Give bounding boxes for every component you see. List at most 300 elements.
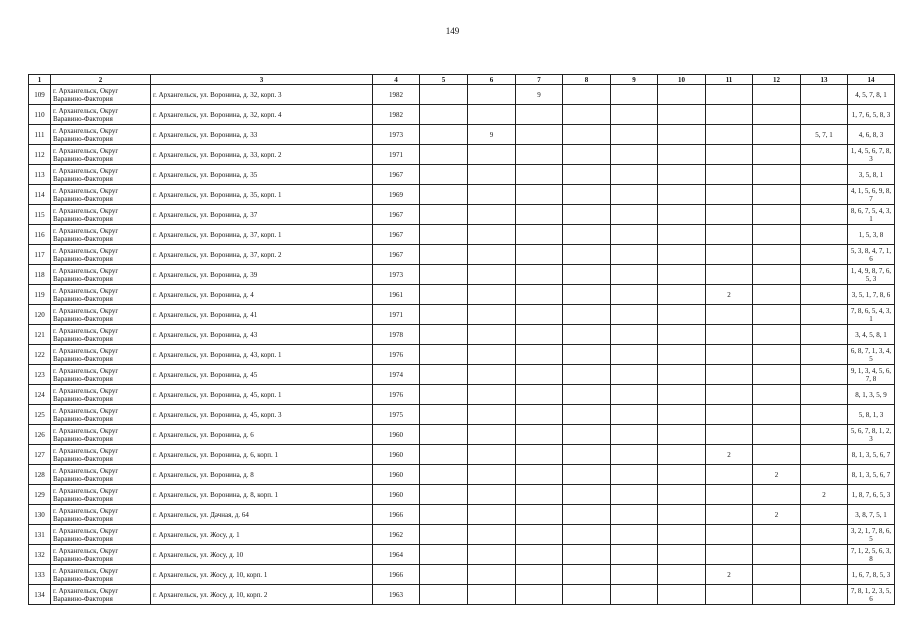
district-cell: г. Архангельск, Округ Варавино-Фактория — [51, 165, 151, 185]
col6-cell — [468, 345, 516, 365]
col10-cell — [658, 245, 706, 265]
table-row — [29, 165, 895, 185]
col9-cell — [611, 165, 658, 185]
col9-cell — [611, 425, 658, 445]
col14-cell: 4, 6, 8, 3 — [848, 125, 895, 145]
row-number: 132 — [29, 545, 51, 565]
col6-cell — [468, 365, 516, 385]
col6-cell — [468, 405, 516, 425]
year-cell: 1974 — [373, 365, 420, 385]
col8-cell — [563, 425, 611, 445]
district-cell: г. Архангельск, Округ Варавино-Фактория — [51, 545, 151, 565]
year-cell: 1978 — [373, 325, 420, 345]
col6-cell — [468, 525, 516, 545]
year-cell: 1973 — [373, 265, 420, 285]
column-header-3: 3 — [151, 75, 373, 85]
col5-cell — [420, 205, 468, 225]
col12-cell — [753, 405, 801, 425]
col8-cell — [563, 445, 611, 465]
header-row — [29, 75, 895, 85]
col13-cell — [801, 165, 848, 185]
col11-cell — [706, 125, 753, 145]
col6-cell — [468, 505, 516, 525]
col5-cell — [420, 565, 468, 585]
col5-cell — [420, 185, 468, 205]
year-cell: 1976 — [373, 385, 420, 405]
col11-cell — [706, 425, 753, 445]
col12-cell: 2 — [753, 465, 801, 485]
col8-cell — [563, 85, 611, 105]
col14-cell: 8, 1, 3, 5, 9 — [848, 385, 895, 405]
col14-cell: 8, 1, 3, 5, 6, 7 — [848, 445, 895, 465]
col8-cell — [563, 245, 611, 265]
col7-cell — [516, 285, 563, 305]
address-cell: г. Архангельск, ул. Воронина, д. 33 — [151, 125, 373, 145]
col10-cell — [658, 485, 706, 505]
col5-cell — [420, 445, 468, 465]
col6-cell — [468, 245, 516, 265]
address-cell: г. Архангельск, ул. Воронина, д. 6 — [151, 425, 373, 445]
address-cell: г. Архангельск, ул. Воронина, д. 32, корп. 3 — [151, 85, 373, 105]
address-cell: г. Архангельск, ул. Воронина, д. 41 — [151, 305, 373, 325]
col10-cell — [658, 325, 706, 345]
address-cell: г. Архангельск, ул. Воронина, д. 32, корп. 4 — [151, 105, 373, 125]
col13-cell — [801, 545, 848, 565]
col9-cell — [611, 465, 658, 485]
col11-cell — [706, 305, 753, 325]
column-header-12: 12 — [753, 75, 801, 85]
district-cell: г. Архангельск, Округ Варавино-Фактория — [51, 285, 151, 305]
col5-cell — [420, 125, 468, 145]
table-body — [29, 85, 895, 605]
col11-cell — [706, 345, 753, 365]
row-number: 127 — [29, 445, 51, 465]
col5-cell — [420, 465, 468, 485]
col10-cell — [658, 285, 706, 305]
col12-cell — [753, 145, 801, 165]
col6-cell — [468, 165, 516, 185]
col5-cell — [420, 385, 468, 405]
col11-cell — [706, 225, 753, 245]
col14-cell: 9, 1, 3, 4, 5, 6, 7, 8 — [848, 365, 895, 385]
row-number: 124 — [29, 385, 51, 405]
col8-cell — [563, 545, 611, 565]
col7-cell: 9 — [516, 85, 563, 105]
col9-cell — [611, 185, 658, 205]
col8-cell — [563, 485, 611, 505]
col6-cell — [468, 325, 516, 345]
col6-cell — [468, 145, 516, 165]
column-header-2: 2 — [51, 75, 151, 85]
address-cell: г. Архангельск, ул. Воронина, д. 45, корп. 1 — [151, 385, 373, 405]
col14-cell: 3, 5, 1, 7, 8, 6 — [848, 285, 895, 305]
col14-cell: 7, 1, 2, 5, 6, 3, 8 — [848, 545, 895, 565]
col12-cell — [753, 105, 801, 125]
address-cell: г. Архангельск, ул. Жосу, д. 10, корп. 1 — [151, 565, 373, 585]
col10-cell — [658, 205, 706, 225]
col14-cell: 8, 1, 3, 5, 6, 7 — [848, 465, 895, 485]
col12-cell — [753, 585, 801, 605]
col5-cell — [420, 105, 468, 125]
col5-cell — [420, 365, 468, 385]
year-cell: 1969 — [373, 185, 420, 205]
col9-cell — [611, 205, 658, 225]
year-cell: 1960 — [373, 445, 420, 465]
district-cell: г. Архангельск, Округ Варавино-Фактория — [51, 145, 151, 165]
col9-cell — [611, 125, 658, 145]
col12-cell: 2 — [753, 505, 801, 525]
address-cell: г. Архангельск, ул. Воронина, д. 45, корп. 3 — [151, 405, 373, 425]
col6-cell — [468, 285, 516, 305]
col13-cell — [801, 345, 848, 365]
col5-cell — [420, 165, 468, 185]
col13-cell — [801, 265, 848, 285]
col12-cell — [753, 485, 801, 505]
col10-cell — [658, 545, 706, 565]
col8-cell — [563, 345, 611, 365]
row-number: 115 — [29, 205, 51, 225]
col9-cell — [611, 565, 658, 585]
col11-cell — [706, 265, 753, 285]
col9-cell — [611, 145, 658, 165]
col11-cell — [706, 405, 753, 425]
col14-cell: 1, 6, 7, 8, 5, 3 — [848, 565, 895, 585]
col10-cell — [658, 565, 706, 585]
col13-cell — [801, 105, 848, 125]
col7-cell — [516, 385, 563, 405]
row-number: 130 — [29, 505, 51, 525]
col8-cell — [563, 205, 611, 225]
col10-cell — [658, 385, 706, 405]
col5-cell — [420, 405, 468, 425]
col8-cell — [563, 105, 611, 125]
col13-cell — [801, 85, 848, 105]
district-cell: г. Архангельск, Округ Варавино-Фактория — [51, 305, 151, 325]
col9-cell — [611, 365, 658, 385]
row-number: 133 — [29, 565, 51, 585]
col14-cell: 3, 5, 8, 1 — [848, 165, 895, 185]
col6-cell — [468, 185, 516, 205]
address-cell: г. Архангельск, ул. Жосу, д. 10 — [151, 545, 373, 565]
col5-cell — [420, 485, 468, 505]
col6-cell — [468, 265, 516, 285]
col14-cell: 8, 6, 7, 5, 4, 3, 1 — [848, 205, 895, 225]
col10-cell — [658, 425, 706, 445]
address-cell: г. Архангельск, ул. Воронина, д. 45 — [151, 365, 373, 385]
address-cell: г. Архангельск, ул. Воронина, д. 8, корп. 1 — [151, 485, 373, 505]
column-header-6: 6 — [468, 75, 516, 85]
district-cell: г. Архангельск, Округ Варавино-Фактория — [51, 245, 151, 265]
col11-cell: 2 — [706, 565, 753, 585]
col5-cell — [420, 145, 468, 165]
row-number: 125 — [29, 405, 51, 425]
district-cell: г. Архангельск, Округ Варавино-Фактория — [51, 185, 151, 205]
col9-cell — [611, 265, 658, 285]
address-cell: г. Архангельск, ул. Воронина, д. 4 — [151, 285, 373, 305]
year-cell: 1966 — [373, 565, 420, 585]
col7-cell — [516, 325, 563, 345]
year-cell: 1967 — [373, 225, 420, 245]
col10-cell — [658, 85, 706, 105]
col7-cell — [516, 185, 563, 205]
col7-cell — [516, 345, 563, 365]
district-cell: г. Архангельск, Округ Варавино-Фактория — [51, 525, 151, 545]
district-cell: г. Архангельск, Округ Варавино-Фактория — [51, 485, 151, 505]
year-cell: 1966 — [373, 505, 420, 525]
col7-cell — [516, 505, 563, 525]
col12-cell — [753, 245, 801, 265]
col13-cell — [801, 245, 848, 265]
col8-cell — [563, 265, 611, 285]
col14-cell: 3, 2, 1, 7, 8, 6, 5 — [848, 525, 895, 545]
year-cell: 1964 — [373, 545, 420, 565]
col9-cell — [611, 245, 658, 265]
row-number: 131 — [29, 525, 51, 545]
col14-cell: 4, 5, 7, 8, 1 — [848, 85, 895, 105]
col10-cell — [658, 105, 706, 125]
col5-cell — [420, 265, 468, 285]
year-cell: 1971 — [373, 145, 420, 165]
col11-cell — [706, 585, 753, 605]
address-cell: г. Архангельск, ул. Воронина, д. 6, корп. 1 — [151, 445, 373, 465]
col14-cell: 1, 7, 6, 5, 8, 3 — [848, 105, 895, 125]
address-cell: г. Архангельск, ул. Жосу, д. 1 — [151, 525, 373, 545]
col12-cell — [753, 185, 801, 205]
col10-cell — [658, 405, 706, 425]
col11-cell — [706, 165, 753, 185]
table-row — [29, 365, 895, 385]
col6-cell — [468, 565, 516, 585]
year-cell: 1962 — [373, 525, 420, 545]
col12-cell — [753, 545, 801, 565]
row-number: 110 — [29, 105, 51, 125]
year-cell: 1967 — [373, 165, 420, 185]
col9-cell — [611, 545, 658, 565]
row-number: 117 — [29, 245, 51, 265]
col12-cell — [753, 225, 801, 245]
row-number: 129 — [29, 485, 51, 505]
district-cell: г. Архангельск, Округ Варавино-Фактория — [51, 445, 151, 465]
col14-cell: 4, 1, 5, 6, 9, 8, 7 — [848, 185, 895, 205]
row-number: 126 — [29, 425, 51, 445]
year-cell: 1960 — [373, 485, 420, 505]
col7-cell — [516, 405, 563, 425]
table-row — [29, 505, 895, 525]
table-row — [29, 385, 895, 405]
year-cell: 1960 — [373, 465, 420, 485]
table-row — [29, 145, 895, 165]
col13-cell — [801, 425, 848, 445]
year-cell: 1961 — [373, 285, 420, 305]
table-row — [29, 265, 895, 285]
col8-cell — [563, 145, 611, 165]
col9-cell — [611, 325, 658, 345]
col7-cell — [516, 545, 563, 565]
col11-cell: 2 — [706, 285, 753, 305]
col14-cell: 1, 4, 9, 8, 7, 6, 5, 3 — [848, 265, 895, 285]
table-row — [29, 185, 895, 205]
col12-cell — [753, 305, 801, 325]
row-number: 118 — [29, 265, 51, 285]
col9-cell — [611, 525, 658, 545]
row-number: 134 — [29, 585, 51, 605]
col11-cell — [706, 105, 753, 125]
col13-cell — [801, 385, 848, 405]
col7-cell — [516, 465, 563, 485]
col12-cell — [753, 285, 801, 305]
col13-cell — [801, 145, 848, 165]
address-cell: г. Архангельск, ул. Воронина, д. 43, корп. 1 — [151, 345, 373, 365]
col13-cell — [801, 205, 848, 225]
col10-cell — [658, 345, 706, 365]
col12-cell — [753, 445, 801, 465]
col7-cell — [516, 105, 563, 125]
col10-cell — [658, 125, 706, 145]
year-cell: 1967 — [373, 245, 420, 265]
col9-cell — [611, 305, 658, 325]
col12-cell — [753, 565, 801, 585]
col12-cell — [753, 85, 801, 105]
col12-cell — [753, 385, 801, 405]
col13-cell — [801, 185, 848, 205]
year-cell: 1963 — [373, 585, 420, 605]
col6-cell — [468, 465, 516, 485]
col8-cell — [563, 365, 611, 385]
col7-cell — [516, 125, 563, 145]
col7-cell — [516, 205, 563, 225]
col11-cell — [706, 365, 753, 385]
row-number: 122 — [29, 345, 51, 365]
district-cell: г. Архангельск, Округ Варавино-Фактория — [51, 365, 151, 385]
col7-cell — [516, 485, 563, 505]
row-number: 111 — [29, 125, 51, 145]
table-row — [29, 245, 895, 265]
table-row — [29, 445, 895, 465]
col14-cell: 7, 8, 6, 5, 4, 3, 1 — [848, 305, 895, 325]
col8-cell — [563, 385, 611, 405]
col5-cell — [420, 245, 468, 265]
col9-cell — [611, 505, 658, 525]
table-row — [29, 425, 895, 445]
col9-cell — [611, 445, 658, 465]
col9-cell — [611, 105, 658, 125]
table-row — [29, 105, 895, 125]
district-cell: г. Архангельск, Округ Варавино-Фактория — [51, 505, 151, 525]
table-row — [29, 565, 895, 585]
year-cell: 1960 — [373, 425, 420, 445]
col8-cell — [563, 125, 611, 145]
col9-cell — [611, 485, 658, 505]
table-row — [29, 545, 895, 565]
col10-cell — [658, 185, 706, 205]
column-header-1: 1 — [29, 75, 51, 85]
row-number: 123 — [29, 365, 51, 385]
col10-cell — [658, 225, 706, 245]
col7-cell — [516, 425, 563, 445]
col5-cell — [420, 85, 468, 105]
col14-cell: 5, 8, 1, 3 — [848, 405, 895, 425]
col9-cell — [611, 585, 658, 605]
address-cell: г. Архангельск, ул. Воронина, д. 35, корп. 1 — [151, 185, 373, 205]
table-row — [29, 345, 895, 365]
col8-cell — [563, 505, 611, 525]
address-cell: г. Архангельск, ул. Жосу, д. 10, корп. 2 — [151, 585, 373, 605]
col11-cell: 2 — [706, 445, 753, 465]
col13-cell: 2 — [801, 485, 848, 505]
col14-cell: 5, 3, 8, 4, 7, 1, 6 — [848, 245, 895, 265]
col10-cell — [658, 465, 706, 485]
col6-cell — [468, 545, 516, 565]
column-header-8: 8 — [563, 75, 611, 85]
address-cell: г. Архангельск, ул. Воронина, д. 35 — [151, 165, 373, 185]
address-cell: г. Архангельск, ул. Воронина, д. 33, корп. 2 — [151, 145, 373, 165]
column-header-5: 5 — [420, 75, 468, 85]
col6-cell — [468, 85, 516, 105]
col13-cell — [801, 445, 848, 465]
address-cell: г. Архангельск, ул. Воронина, д. 37, корп. 1 — [151, 225, 373, 245]
col9-cell — [611, 385, 658, 405]
row-number: 113 — [29, 165, 51, 185]
year-cell: 1982 — [373, 85, 420, 105]
col14-cell: 3, 8, 7, 5, 1 — [848, 505, 895, 525]
col7-cell — [516, 265, 563, 285]
col6-cell — [468, 385, 516, 405]
col11-cell — [706, 325, 753, 345]
address-cell: г. Архангельск, ул. Воронина, д. 8 — [151, 465, 373, 485]
row-number: 109 — [29, 85, 51, 105]
col5-cell — [420, 225, 468, 245]
year-cell: 1973 — [373, 125, 420, 145]
col6-cell — [468, 425, 516, 445]
col9-cell — [611, 225, 658, 245]
col8-cell — [563, 225, 611, 245]
col6-cell: 9 — [468, 125, 516, 145]
col14-cell: 7, 8, 1, 2, 3, 5, 6 — [848, 585, 895, 605]
col10-cell — [658, 445, 706, 465]
table-row — [29, 305, 895, 325]
col7-cell — [516, 445, 563, 465]
col12-cell — [753, 205, 801, 225]
district-cell: г. Архангельск, Округ Варавино-Фактория — [51, 265, 151, 285]
col11-cell — [706, 205, 753, 225]
col11-cell — [706, 545, 753, 565]
col13-cell — [801, 585, 848, 605]
col9-cell — [611, 285, 658, 305]
col10-cell — [658, 585, 706, 605]
col12-cell — [753, 345, 801, 365]
column-header-13: 13 — [801, 75, 848, 85]
year-cell: 1975 — [373, 405, 420, 425]
col13-cell — [801, 525, 848, 545]
district-cell: г. Архангельск, Округ Варавино-Фактория — [51, 205, 151, 225]
district-cell: г. Архангельск, Округ Варавино-Фактория — [51, 585, 151, 605]
row-number: 112 — [29, 145, 51, 165]
row-number: 119 — [29, 285, 51, 305]
col14-cell: 1, 5, 3, 8 — [848, 225, 895, 245]
col8-cell — [563, 325, 611, 345]
column-header-11: 11 — [706, 75, 753, 85]
col14-cell: 1, 8, 7, 6, 5, 3 — [848, 485, 895, 505]
col5-cell — [420, 505, 468, 525]
district-cell: г. Архангельск, Округ Варавино-Фактория — [51, 465, 151, 485]
col14-cell: 6, 8, 7, 1, 3, 4, 5 — [848, 345, 895, 365]
col8-cell — [563, 165, 611, 185]
address-cell: г. Архангельск, ул. Воронина, д. 37, корп. 2 — [151, 245, 373, 265]
col6-cell — [468, 585, 516, 605]
district-cell: г. Архангельск, Округ Варавино-Фактория — [51, 325, 151, 345]
district-cell: г. Архангельск, Округ Варавино-Фактория — [51, 105, 151, 125]
col12-cell — [753, 365, 801, 385]
